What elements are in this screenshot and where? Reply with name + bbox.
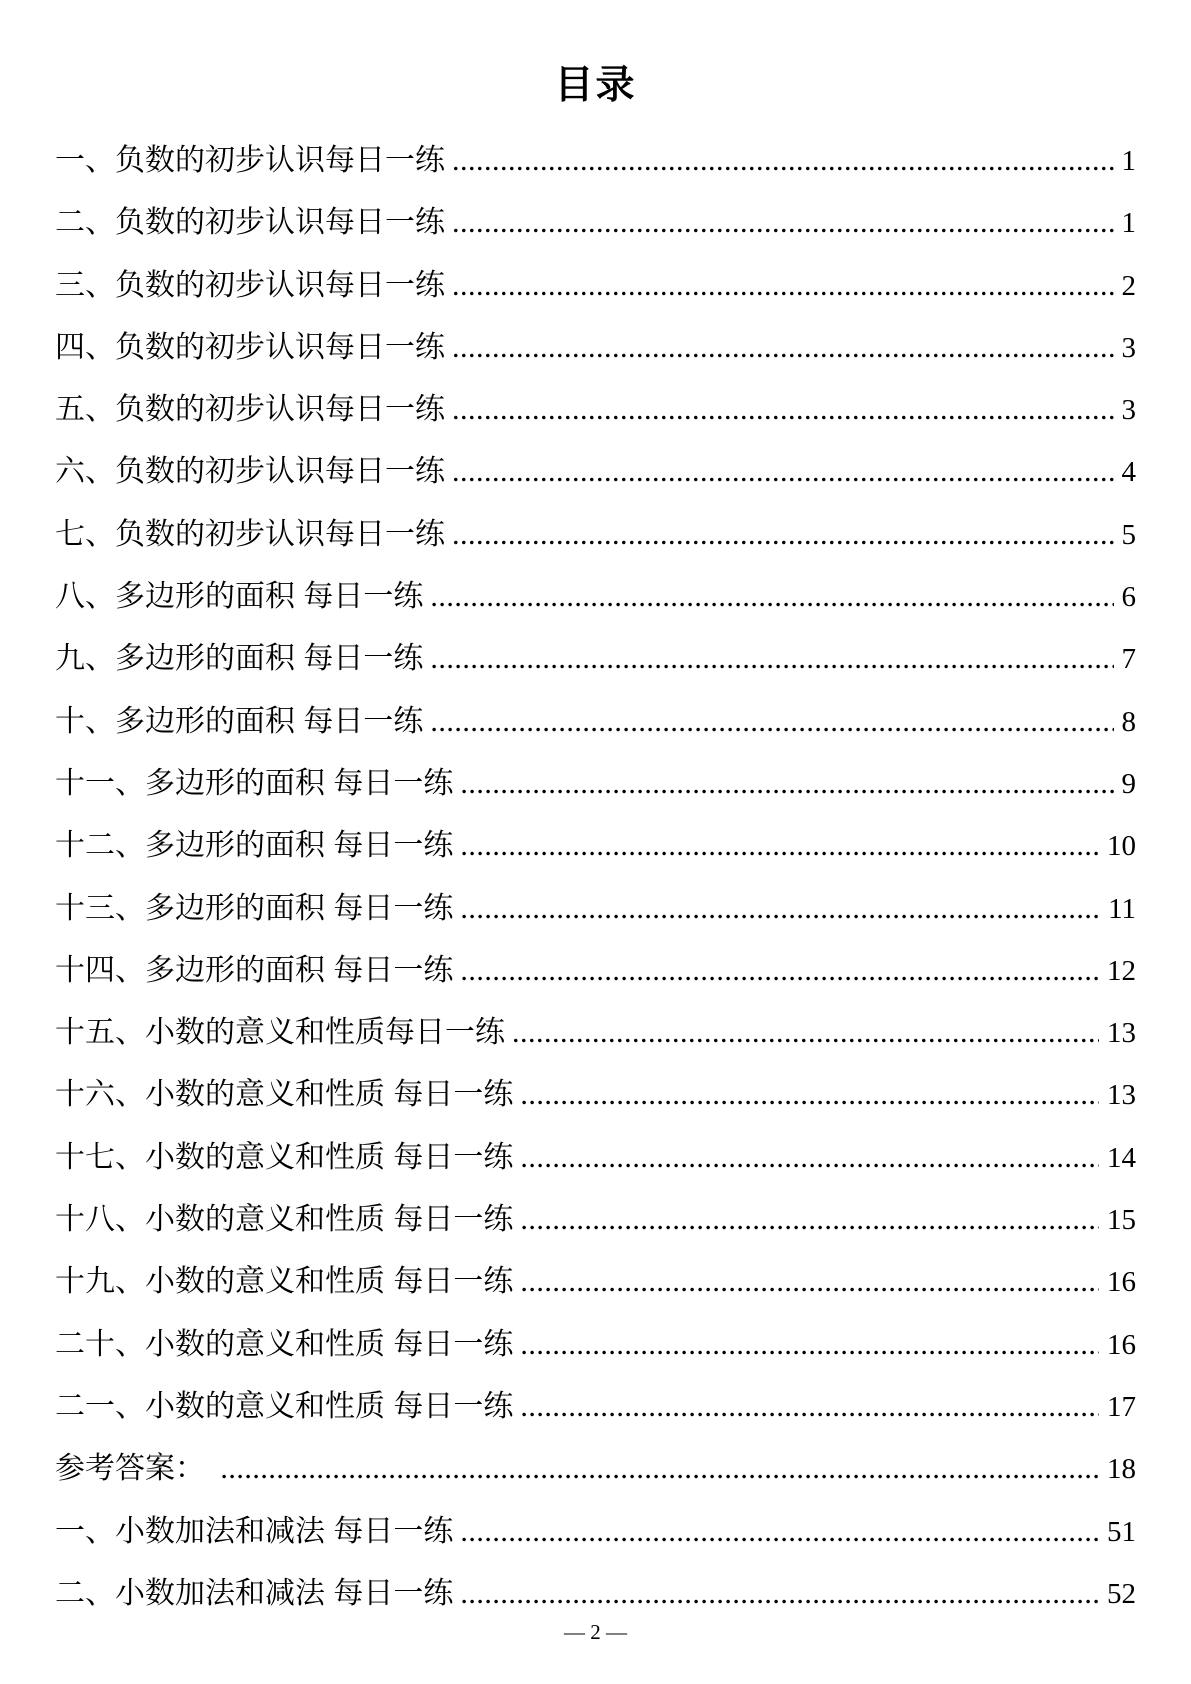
toc-entry[interactable]: [55, 557, 1136, 619]
dot-leader: [513, 1328, 1099, 1362]
toc-entry-page-number: 15: [1107, 1204, 1136, 1237]
dot-leader: [513, 1078, 1099, 1112]
toc-entry-page-number: 16: [1107, 1266, 1136, 1299]
toc-entry[interactable]: [55, 1367, 1136, 1429]
toc-entry[interactable]: [55, 308, 1136, 370]
toc-entry[interactable]: [55, 619, 1136, 681]
toc-entry-page-number: 14: [1107, 1141, 1136, 1174]
toc-entry-label: 十一、多边形的面积 每日一练: [55, 766, 454, 800]
toc-entry[interactable]: [55, 1305, 1136, 1367]
toc-entry-label: 十、多边形的面积 每日一练: [55, 704, 424, 738]
toc-entry[interactable]: [55, 1118, 1136, 1180]
dot-leader: [445, 206, 1114, 240]
dot-leader: [453, 892, 1100, 926]
toc-entry-page-number: 52: [1107, 1577, 1136, 1610]
dot-leader: [445, 144, 1114, 178]
dot-leader: [453, 829, 1099, 863]
toc-entry-label: 二十、小数的意义和性质 每日一练: [55, 1327, 514, 1361]
toc-entry[interactable]: [55, 993, 1136, 1055]
toc-entry-page-number: 51: [1107, 1515, 1136, 1548]
toc-entry-page-number: 7: [1121, 643, 1136, 676]
toc-entry-label: 十二、多边形的面积 每日一练: [55, 829, 454, 863]
toc-entry-page-number: 5: [1121, 518, 1136, 551]
toc-entry-label: 九、多边形的面积 每日一练: [55, 642, 424, 676]
toc-entry-page-number: 12: [1107, 954, 1136, 987]
page-number-footer: — 2 —: [564, 1620, 627, 1644]
toc-entry-label: 十七、小数的意义和性质 每日一练: [55, 1140, 514, 1174]
toc-entry-label: 十六、小数的意义和性质 每日一练: [55, 1078, 514, 1112]
toc-list: [55, 121, 1136, 1616]
toc-entry-page-number: 1: [1121, 207, 1136, 240]
toc-entry-page-number: 1: [1121, 145, 1136, 177]
toc-entry-label: 二一、小数的意义和性质 每日一练: [55, 1389, 514, 1423]
toc-entry[interactable]: [55, 183, 1136, 245]
toc-entry-label: 五、负数的初步认识每日一练: [55, 393, 445, 427]
toc-entry[interactable]: [55, 495, 1136, 557]
toc-entry-label: 一、负数的初步认识每日一练: [55, 144, 445, 177]
dot-leader: [453, 767, 1113, 801]
dot-leader: [423, 580, 1113, 614]
toc-entry[interactable]: [55, 806, 1136, 868]
toc-entry-label: 七、负数的初步认识每日一练: [55, 517, 445, 551]
dot-leader: [505, 1016, 1099, 1050]
dot-leader: [453, 1577, 1099, 1611]
toc-entry-page-number: 8: [1121, 705, 1136, 738]
toc-entry[interactable]: [55, 1055, 1136, 1117]
toc-entry-page-number: 10: [1107, 830, 1136, 863]
toc-entry[interactable]: [55, 1554, 1136, 1616]
toc-entry[interactable]: [55, 370, 1136, 432]
toc-entry-label: 十三、多边形的面积 每日一练: [55, 891, 454, 925]
toc-entry[interactable]: [55, 432, 1136, 494]
toc-entry-label: 三、负数的初步认识每日一练: [55, 268, 445, 302]
toc-entry-page-number: 13: [1107, 1017, 1136, 1050]
toc-entry-page-number: 13: [1107, 1079, 1136, 1112]
dot-leader: [445, 455, 1114, 489]
dot-leader: [445, 269, 1114, 303]
toc-entry[interactable]: [55, 1429, 1136, 1491]
toc-entry-label: 参考答案：: [55, 1452, 214, 1486]
toc-entry[interactable]: [55, 1242, 1136, 1304]
page-title: 目录: [554, 64, 637, 107]
toc-entry[interactable]: [55, 1180, 1136, 1242]
toc-entry-label: 二、小数加法和减法 每日一练: [55, 1576, 454, 1610]
dot-leader: [513, 1390, 1099, 1424]
toc-entry[interactable]: [55, 246, 1136, 308]
toc-entry-label: 一、小数加法和减法 每日一练: [55, 1514, 454, 1548]
dot-leader: [453, 954, 1099, 988]
toc-entry[interactable]: [55, 869, 1136, 931]
toc-entry-label: 十四、多边形的面积 每日一练: [55, 953, 454, 987]
toc-entry-page-number: 11: [1108, 892, 1136, 925]
toc-entry[interactable]: [55, 931, 1136, 993]
dot-leader: [423, 642, 1113, 676]
toc-entry[interactable]: [55, 1492, 1136, 1554]
toc-entry-label: 四、负数的初步认识每日一练: [55, 330, 445, 364]
toc-entry-page-number: 9: [1121, 767, 1136, 800]
toc-entry-label: 八、多边形的面积 每日一练: [55, 580, 424, 614]
dot-leader: [445, 393, 1114, 427]
dot-leader: [513, 1203, 1099, 1237]
toc-entry-label: 二、负数的初步认识每日一练: [55, 206, 445, 240]
dot-leader: [513, 1141, 1099, 1175]
dot-leader: [513, 1265, 1099, 1299]
dot-leader: [423, 705, 1113, 739]
toc-entry-page-number: 4: [1121, 456, 1136, 489]
toc-entry-label: 六、负数的初步认识每日一练: [55, 455, 445, 489]
dot-leader: [445, 518, 1114, 552]
toc-entry[interactable]: [55, 682, 1136, 744]
dot-leader: [453, 1515, 1099, 1549]
toc-entry-page-number: 6: [1121, 581, 1136, 614]
toc-entry-page-number: 3: [1121, 394, 1136, 427]
dot-leader: [445, 331, 1114, 365]
toc-entry-label: 十八、小数的意义和性质 每日一练: [55, 1203, 514, 1237]
toc-entry[interactable]: [55, 121, 1136, 183]
toc-entry-page-number: 17: [1107, 1390, 1136, 1423]
toc-entry[interactable]: [55, 744, 1136, 806]
toc-entry-page-number: 16: [1107, 1328, 1136, 1361]
toc-entry-page-number: 18: [1107, 1453, 1136, 1486]
dot-leader: [213, 1452, 1099, 1486]
toc-entry-label: 十五、小数的意义和性质每日一练: [55, 1016, 505, 1050]
toc-entry-page-number: 2: [1121, 269, 1136, 302]
toc-entry-label: 十九、小数的意义和性质 每日一练: [55, 1265, 514, 1299]
toc-entry-page-number: 3: [1121, 331, 1136, 364]
